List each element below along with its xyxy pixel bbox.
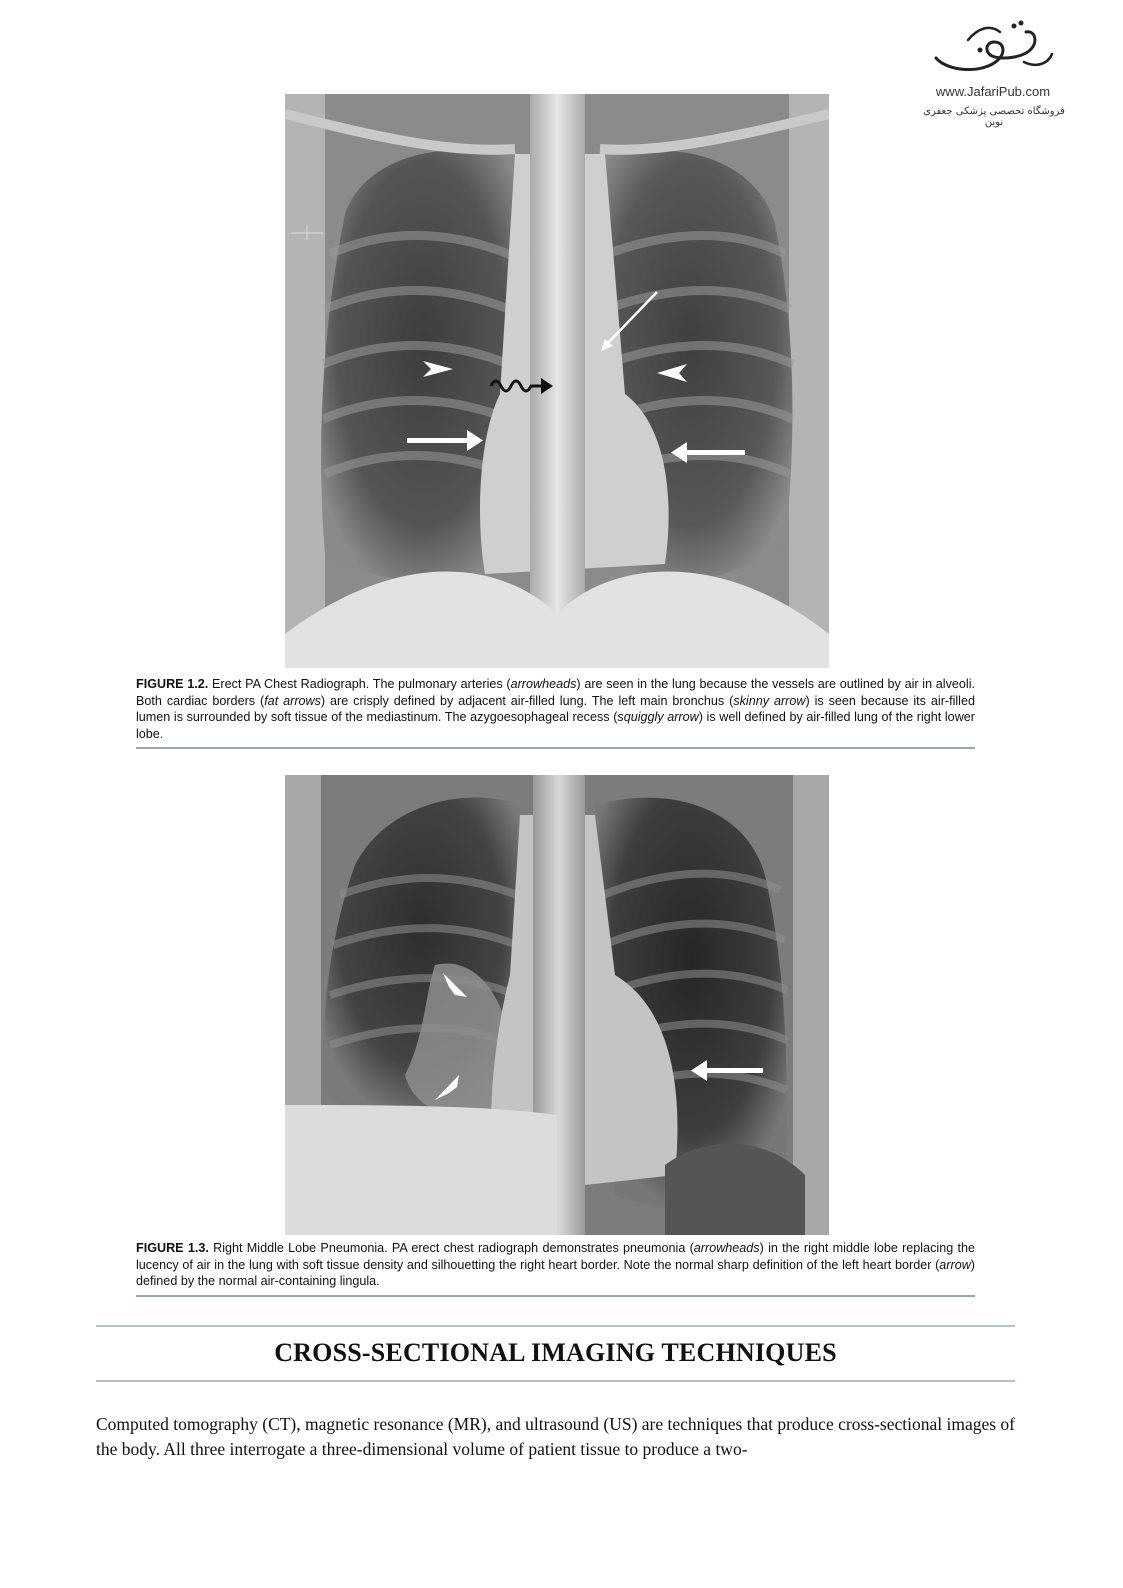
caption-text: ) is seen because its air-filled lumen is surrounded by soft tissue of the mediastinum. The azygoesophageal recess (	[136, 693, 975, 725]
figure-label: FIGURE 1.3.	[136, 1241, 209, 1255]
figure-1-2-radiograph	[285, 94, 829, 668]
caption-text: Erect PA Chest Radiograph. The pulmonary arteries (	[208, 677, 511, 691]
section-heading: CROSS-SECTIONAL IMAGING TECHNIQUES	[274, 1338, 837, 1367]
divider	[136, 1295, 975, 1297]
caption-term: fat arrows	[264, 693, 321, 708]
publisher-subtitle: فروشگاه تخصصی پزشکی جعفری نوین	[923, 106, 1065, 128]
section-divider-bottom	[96, 1380, 1015, 1382]
caption-text: ) in the right middle lobe replacing the lucency of air in the lung with soft tissue density and silhouetting the right heart border. Note the normal sharp definition of the left heart border (	[136, 1241, 975, 1272]
caption-term: arrowheads	[510, 677, 577, 691]
divider	[136, 747, 975, 749]
caption-term: arrowheads	[693, 1241, 760, 1255]
caption-text: ) is well defined by air-filled lung of the right lower lobe.	[136, 710, 975, 741]
figure-1-2-caption	[136, 676, 975, 742]
caption-text: Right Middle Lobe Pneumonia. PA erect chest radiograph demonstrates pneumonia (	[208, 1241, 694, 1255]
section-divider-top	[96, 1325, 1015, 1327]
publisher-logo	[918, 18, 1078, 128]
body-paragraph: Computed tomography (CT), magnetic resonance (MR), and ultrasound (US) are techniques that produce cross-sectional images of the body. All three interrogate a three-dimensional volume of patient tissue to produce a two-	[96, 1414, 1015, 1459]
figure-1-3-caption	[136, 1240, 975, 1290]
publisher-url: www.JafariPub.com	[935, 84, 1051, 99]
caption-text: ) are seen in the lung because the vessels are outlined by air in alveoli. Both cardiac borders (	[136, 677, 976, 708]
calligraphy-logo-icon	[928, 18, 1058, 80]
caption-term: skinny arrow	[733, 693, 806, 708]
figure-1-3-radiograph	[285, 775, 829, 1235]
caption-text: ) defined by the normal air-containing lingula.	[136, 1257, 975, 1289]
caption-text: ) are crisply defined by adjacent air-filled lung. The left main bronchus (	[320, 693, 734, 708]
caption-term: squiggly arrow	[617, 710, 699, 725]
caption-term: arrow	[939, 1257, 971, 1272]
figure-label: FIGURE 1.2.	[136, 677, 209, 691]
